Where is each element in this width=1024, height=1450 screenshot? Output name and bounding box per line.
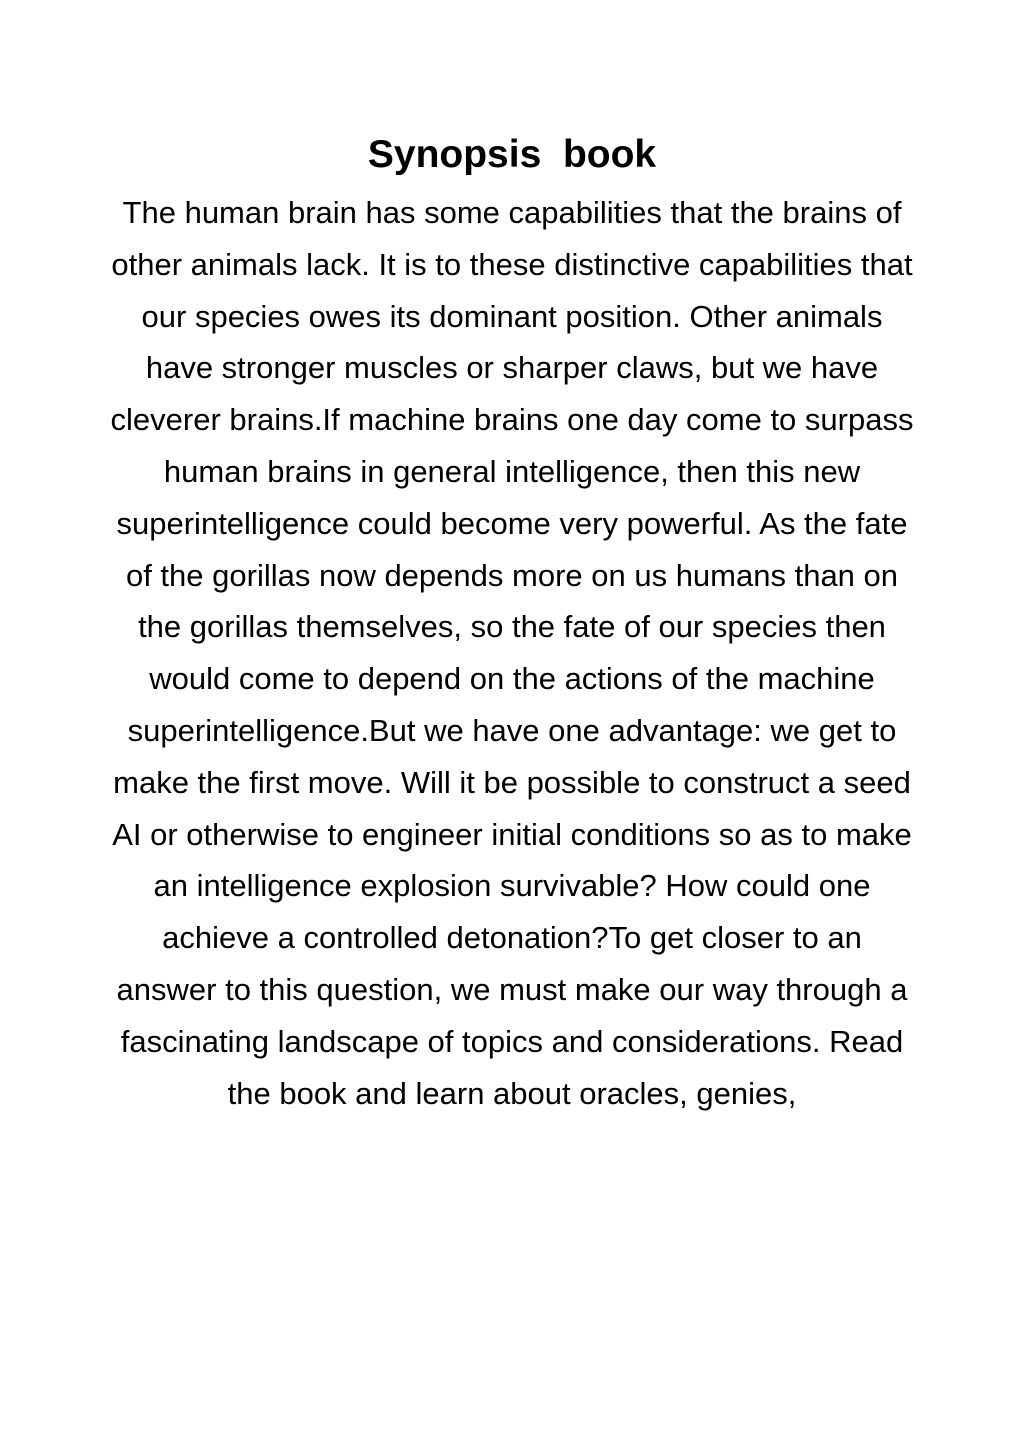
- body-line: have stronger muscles or sharper claws, but we have: [145, 350, 879, 386]
- body-line: fascinating landscape of topics and considerations. Read: [120, 1023, 904, 1059]
- document-title: Synopsis book: [367, 133, 657, 176]
- body-line: of the gorillas now depends more on us humans than on: [125, 557, 899, 593]
- body-line: the book and learn about oracles, genies,: [227, 1075, 797, 1111]
- body-line: make the first move. Will it be possible to construct a seed: [113, 764, 911, 800]
- body-line: would come to depend on the actions of the machine: [149, 661, 875, 697]
- body-line: AI or otherwise to engineer initial conditions so as to make: [112, 816, 912, 852]
- body-line: an intelligence explosion survivable? How could one: [153, 868, 871, 904]
- body-line: The human brain has some capabilities that the brains of: [122, 195, 902, 230]
- body-line: answer to this question, we must make our way through a: [116, 971, 908, 1007]
- body-line: superintelligence could become very powerful. As the fate: [116, 505, 908, 541]
- body-line: the gorillas themselves, so the fate of our species then: [138, 609, 886, 645]
- body-line: cleverer brains.If machine brains one day come to surpass: [110, 402, 914, 438]
- body-line: achieve a controlled detonation?To get closer to an: [162, 920, 862, 956]
- body-line: human brains in general intelligence, then this new: [163, 453, 861, 489]
- body-line: superintelligence.But we have one advantage: we get to: [127, 712, 897, 748]
- synopsis-body: [40, 187, 984, 1119]
- body-line: our species owes its dominant position. Other animals: [141, 298, 883, 334]
- body-line: other animals lack. It is to these distinctive capabilities that: [111, 246, 913, 282]
